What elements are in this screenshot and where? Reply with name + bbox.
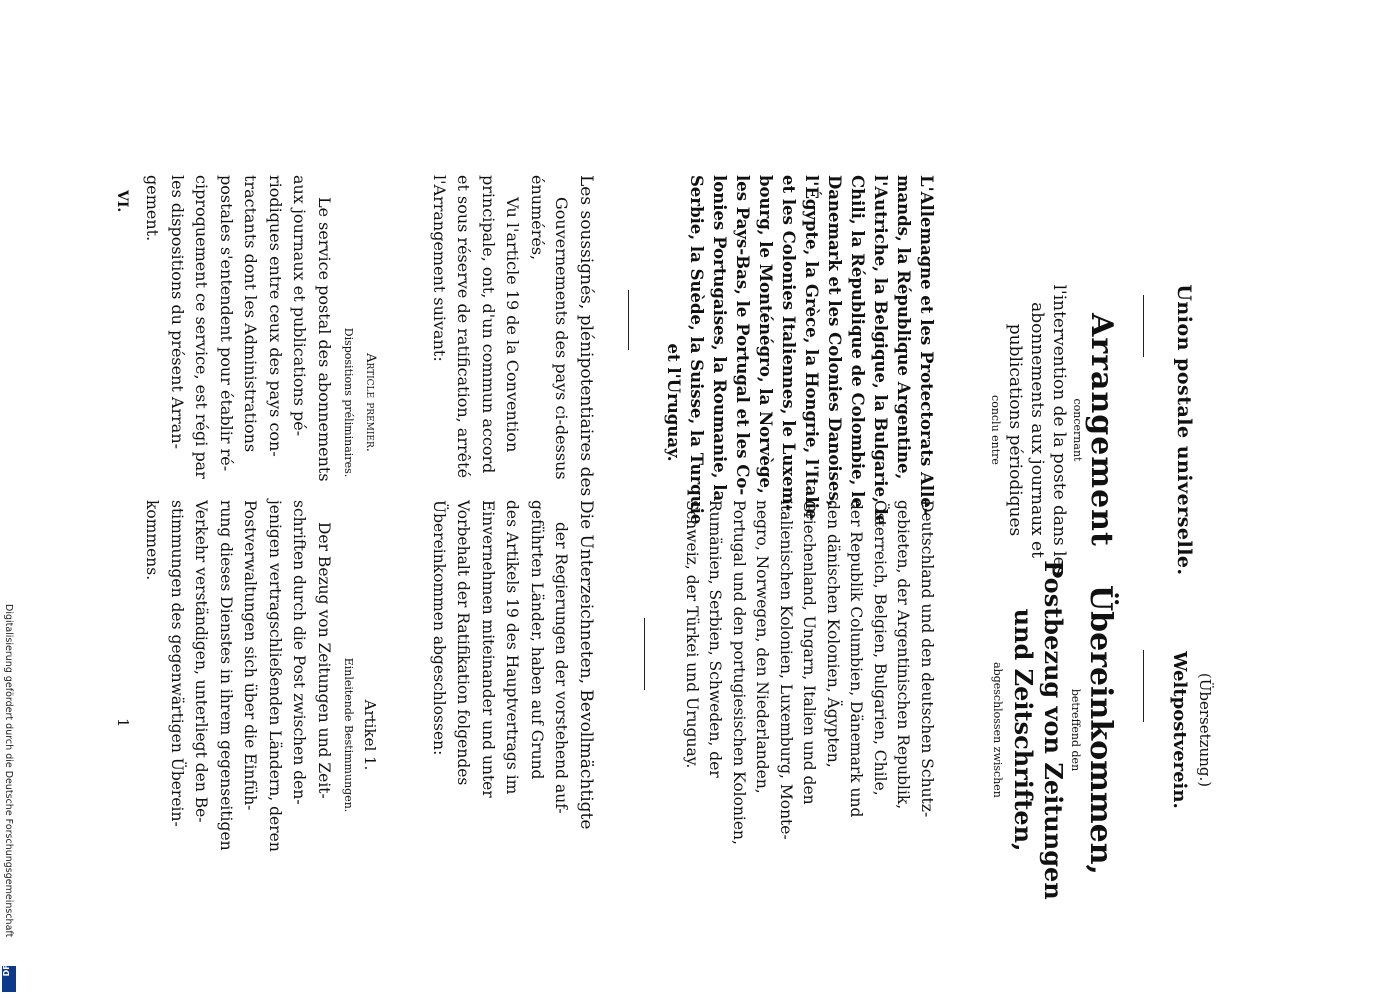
preamble-line-fr: et sous réserve de ratification, arrêté (454, 175, 474, 479)
article-line-fr: ciproquement ce service, est régi par (192, 175, 212, 479)
subject-line-fr: abonnements aux journaux et (1027, 302, 1047, 558)
parties-de (680, 500, 939, 970)
divider-fr-1 (1143, 295, 1144, 357)
parties-line-fr: l'Autriche, la Belgique, la Bulgarie, le (871, 175, 890, 526)
parties-line-de: gebieten, der Argentinischen Republik, (894, 500, 913, 810)
article-line-de: kommens. (143, 500, 162, 581)
parties-line-de: Schweiz, der Türkei und Uruguay. (683, 500, 701, 769)
article-line-fr: Le service postal des abonnements (315, 197, 334, 482)
german-header (1166, 500, 1218, 960)
dfg-logo-text: DFG (2, 957, 11, 977)
german-title-block (986, 500, 1118, 960)
article-line-de: stimmungen des gegenwärtigen Überein- (168, 500, 186, 827)
conclu-de: abgeschlossen zwischen (991, 662, 1004, 798)
article-line-de: jenigen vertragschließenden Ländern, deren (266, 500, 284, 852)
article-line-fr: gement. (143, 175, 163, 242)
article-line-fr: les dispositions du présent Arran- (168, 175, 187, 450)
article-line-de: Verkehr verständigen, unterliegt den Be- (192, 500, 211, 823)
article-line-fr: riodiques entre ceux des pays con- (266, 175, 285, 457)
preamble-line-de: der Regierungen der vorstehend auf- (552, 522, 571, 814)
divider-de-2 (644, 618, 645, 690)
preamble-line-de: Die Unterzeichneten, Bevollmächtigte (576, 500, 596, 830)
article-sub-fr: Dispositions préliminaires. (342, 327, 355, 478)
preamble-line-fr: l'Arrangement suivant: (430, 175, 449, 362)
preamble-line-de: Vorbehalt der Ratifikation folgendes (454, 500, 473, 786)
parties-line-de: den dänischen Kolonien, Ägypten, (824, 500, 842, 768)
concernant-fr: concernant (1071, 398, 1084, 462)
parties-line-fr: lonies Portugaises, la Roumanie, la (710, 175, 729, 502)
subject-de (1008, 500, 1068, 960)
parties-line-de: Portugal und den portugiesischen Kolonien, (730, 500, 748, 845)
betreffend-de: betreffend den (1069, 688, 1082, 772)
article-line-fr: tractants dont les Administrations (241, 175, 261, 453)
article-line-de: Der Bezug von Zeitungen und Zeit- (315, 522, 333, 799)
parties-line-fr: mands, la République Argentine, (894, 175, 913, 480)
divider-fr-2 (628, 290, 629, 350)
parties-line-fr: et les Colonies Italiennes, le Luxem- (779, 175, 798, 511)
article-line-fr: postales s'entendent pour établir ré- (217, 175, 236, 472)
article-heading-de: Artikel 1. (361, 699, 379, 771)
parties-line-fr: l'Égypte, la Grèce, la Hongrie, l'Italie (802, 175, 821, 520)
parties-line-de: negro, Norwegen, den Niederlanden, (753, 500, 772, 794)
preamble-line-fr: Vu l'article 19 de la Convention (503, 197, 523, 453)
divider-de-1 (1143, 650, 1144, 722)
parties-line-fr: Chili, la République de Colombie, le (848, 175, 867, 508)
article-line-de: Postverwaltungen sich über die Einfüh- (241, 500, 260, 811)
doc-title-fr: Arrangement (1084, 313, 1119, 547)
article-sub-de: Einleitende Bestimmungen. (342, 657, 355, 813)
doc-title-de: Übereinkommen, (1083, 585, 1118, 875)
parties-line-fr: bourg, le Monténégro, la Norvège, (756, 175, 775, 494)
preamble-line-de: Einvernehmen miteinander und unter (479, 500, 497, 798)
parties-line-de: Österreich, Belgien, Bulgarien, Chile, (871, 500, 889, 796)
preamble-line-fr: énumérés, (528, 175, 547, 261)
translation-note: (Übersetzung.) (1196, 672, 1214, 788)
subject-line-de: Postbezug von Zeitungen (1039, 560, 1068, 900)
preamble-line-de: des Artikels 19 des Hauptvertrags im (503, 500, 522, 795)
article-line-de: rung dieses Dienstes in ihrem gegenseitigen (217, 500, 235, 851)
digitization-note (3, 604, 14, 937)
page-number (114, 718, 132, 728)
page-number-text: 1 (114, 718, 132, 728)
subject-line-fr: l'intervention de la poste dans les (1049, 284, 1069, 576)
parties-line-fr: Danemark et les Colonies Danoises, (825, 175, 844, 507)
preamble-line-fr: Les soussignés, plénipotentiaires des (576, 175, 596, 497)
article-de (140, 500, 380, 970)
parties-line-fr: les Pays-Bas, le Portugal et les Co- (733, 175, 752, 496)
parties-line-fr: et l'Uruguay. (664, 343, 683, 462)
parties-line-de: Griechenland, Ungarn, Italien und den (800, 500, 819, 805)
preamble-de (427, 500, 599, 970)
parties-line-de: italienischen Kolonien, Luxemburg, Monte- (777, 500, 795, 840)
article-heading-fr: Article premier. (363, 353, 378, 452)
parties-line-de: der Republik Columbien, Dänemark und (847, 500, 866, 818)
preamble-line-fr: principale, ont, d'un commun accord (479, 175, 498, 474)
preamble-line-de: geführten Länder, haben auf Grund (528, 500, 546, 780)
article-line-de: schriften durch die Post zwischen den- (290, 500, 309, 805)
union-title-fr: Union postale universelle. (1173, 284, 1195, 576)
parties-line-fr: L'Allemagne et les Protectorats Alle- (917, 175, 936, 515)
dfg-logo (2, 957, 16, 992)
parties-line-de: Deutschland und den deutschen Schutz- (918, 500, 936, 818)
conclu-fr: conclu entre (989, 395, 1002, 465)
article-line-fr: aux journaux et publications pé- (290, 175, 310, 437)
preamble-line-fr: Gouvernements des pays ci-dessus (552, 197, 572, 480)
subject-line-fr: publications périodiques (1005, 323, 1025, 537)
signature-mark-text: VI. (114, 190, 130, 213)
signature-mark (114, 190, 130, 212)
digitization-note-text: Digitalisierung gefördert durch die Deutsche Forschungsgemeinschaft (3, 604, 14, 938)
subject-line-de: und Zeitschriften, (1009, 608, 1038, 852)
parties-line-de: Rumänien, Serbien, Schweden, der (706, 500, 725, 778)
union-title-de: Weltpostverein. (1169, 651, 1190, 809)
preamble-line-de: Übereinkommen abgeschlossen: (430, 500, 448, 756)
parties-line-fr: Serbie, la Suède, la Suisse, la Turquie (687, 175, 706, 525)
